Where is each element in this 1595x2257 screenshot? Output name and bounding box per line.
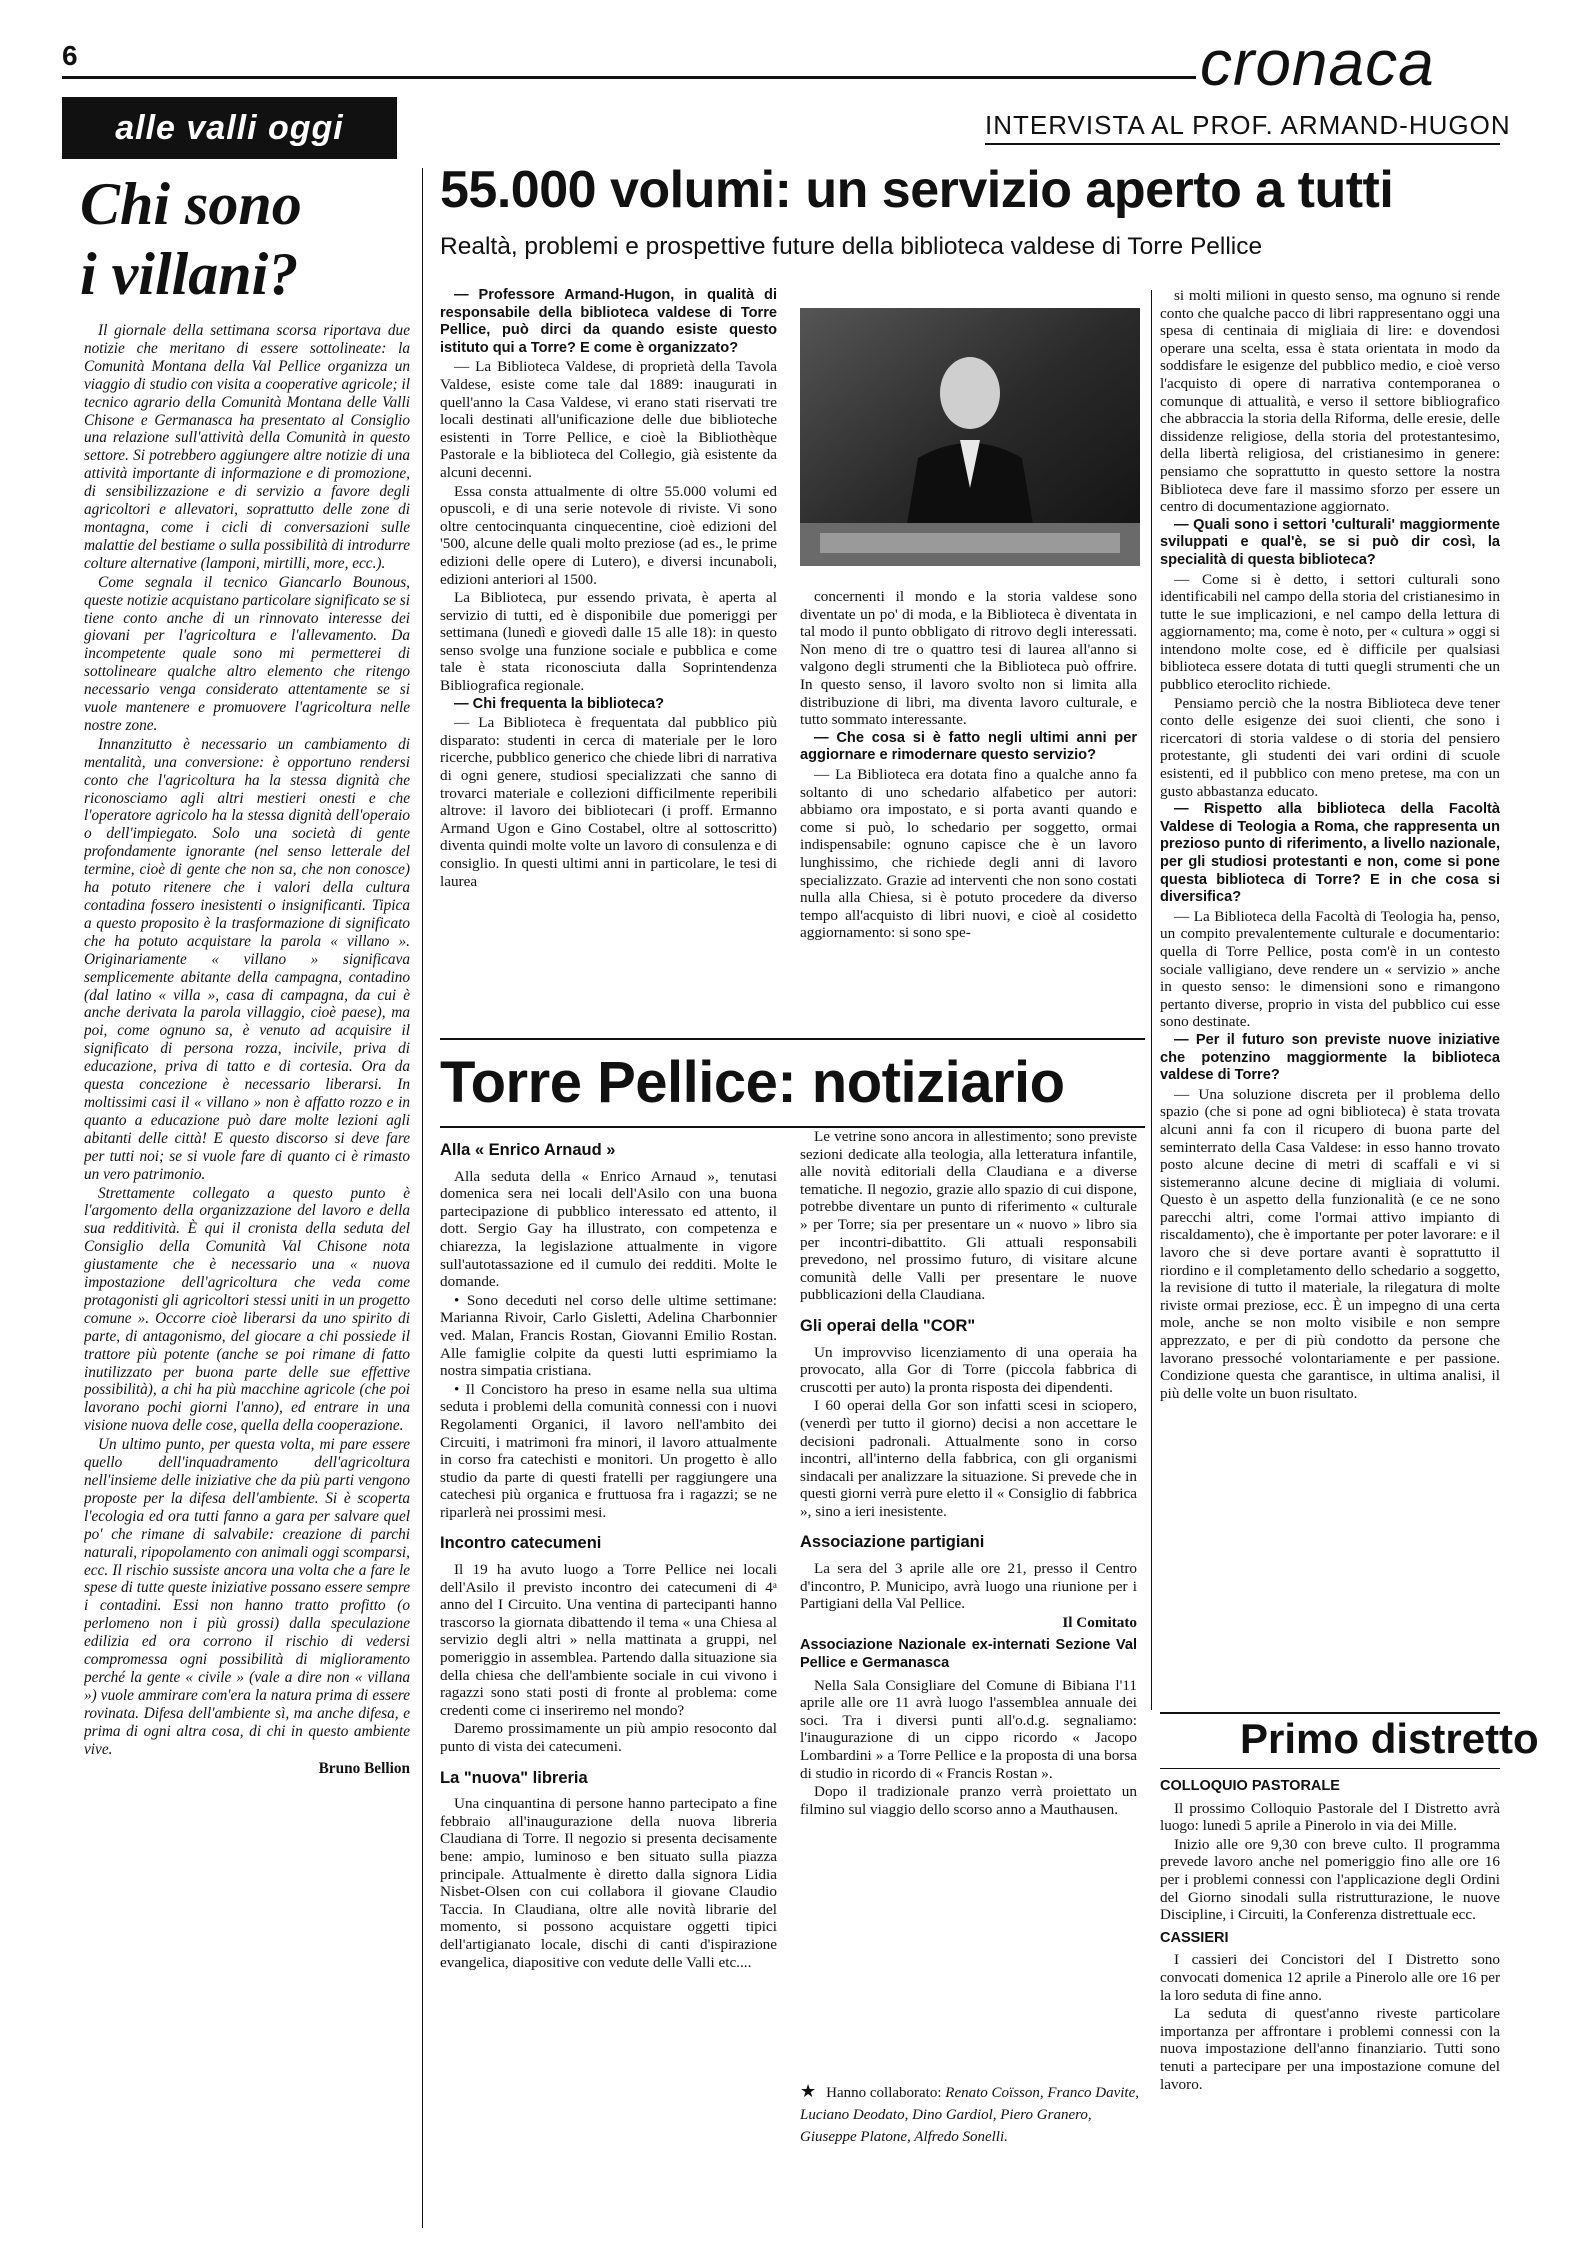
primo-content [1160,1778,1500,2093]
paragraph: I cassieri dei Concistori del I Distretto sono convocati domenica 12 aprile a Pinerolo alle ore 16 per la loro seduta di fine anno. [1160,1951,1500,2004]
interview-question: — Quali sono i settori 'culturali' maggiormente sviluppati e qual'è, se si può dir così, la specialità di questa biblioteca? [1160,516,1500,568]
paragraph: si molti milioni in questo senso, ma ognuno si rende conto che qualche pacco di libri rappresentano oggi una spesa di centinaia di migliaia di lire: e dovendosi operare una scelta, essa è stata orientata in modo da soddisfare le esigenze del pubblico medio, e cioè verso l'acquisto di opere di narrativa contemporanea o comunque di attualità, e verso il settore bibliografico che abbraccia la storia della Riforma, delle eresie, delle dissidenze religiose, della storia del protestantesimo, della libertà religiosa, del cristianesimo in genere: pensiamo che soprattutto in questo settore la nostra Biblioteca deve fare il massimo sforzo per essere un centro di documentazione aggiornato. [1160,287,1500,516]
subheading: Associazione Nazionale ex-internati Sezione Val Pellice e Germanasca [800,1637,1137,1672]
right-column-rule [1151,290,1152,1710]
credits-box [800,2080,1142,2230]
paragraph: Le vetrine sono ancora in allestimento; sono previste sezioni dedicate alla teologia, alla letteratura infantile, alle novità editoriali della Claudiana e a diverse tematiche. Il negozio, grazie allo spazio di cui dispone, potrebbe diventare un punto di riferimento « culturale » per Torre; sia per presentare un « nuovo » libro sia per incontri-dibattito. Gli attuali responsabili prevedono, nel prossimo futuro, di visitare alcune comunità delle Valli per presentare le nuove pubblicazioni della Claudiana. [800,1128,1137,1304]
star-icon: ★ [800,2081,817,2101]
kicker-rule [985,143,1500,145]
paragraph: La seduta di quest'anno riveste particolare importanza per affrontare i problemi connessi con la nuova impostazione dell'anno finanziario. Tutti sono tenuti a partecipare per una impostazione comune del lavoro. [1160,2005,1500,2093]
paragraph: Una cinquantina di persone hanno partecipato a fine febbraio all'inaugurazione della nuova libreria Claudiana di Torre. Il negozio si presenta decisamente bene: ampio, luminoso e ben situato sulla piazza principale. Attualmente è diretto dalla signora Lidia Nisbet-Olsen con cui collabora il giovane Claudio Taccia. In Claudiana, oltre alle novità librarie del momento, si possono acquistare oggetti tipici dell'artigianato locale, dischi di canti d'ispirazione evangelica, diapositive con vedute delle Valli etc.... [440,1795,777,1971]
paragraph: Daremo prossimamente un più ampio resoconto dal punto di vista dei catecumeni. [440,1720,777,1755]
paragraph: Pensiamo perciò che la nostra Biblioteca deve tener conto delle esigenze dei suoi clienti, che sono i ricercatori di storia valdese o di storia del pensiero protestante, gli studenti dei vari ordini di scuole esistenti, ed il pubblico con meno pretese, ma con un gusto abbastanza educato. [1160,694,1500,800]
notiziario-col-1 [440,1128,777,2228]
interview-question: — Rispetto alla biblioteca della Facoltà Valdese di Teologia a Roma, che rappresenta un prezioso punto di riferimento, a livello nazionale, per gli studiosi protestanti e non, come si pone questa biblioteca di Torre? E in che cosa si diversifica? [1160,801,1500,906]
subheading: Incontro catecumeni [440,1534,602,1553]
page-number: 6 [62,40,78,71]
left-paragraph: Il giornale della settimana scorsa riportava due notizie che meritano di essere sottolineate: la Comunità Montana della Val Pellice organizza un viaggio di studio con visita a cooperative agricole; il tecnico agrario della Comunità Montana delle Valli Chisone e Germanasca ha presentato al Consiglio una relazione sull'attività della Comunità in questo settore. Si potrebbero aggiungere altre notizie di una attività importante di informazione e di promozione, di sensibilizzazione e di servizio a favore degli agricoltori e allevatori, soprattutto delle zone di montagna, come i cicli di conversazioni sulle malattie del bestiame o sulla possibilità di introdurre colture alternative (lamponi, mirtilli, more, ecc.). [84,322,410,572]
paragraph: Un improvviso licenziamento di una operaia ha provocato, alla Gor di Torre (piccola fabbrica di cruscotti per auto) la pronta risposta dei dipendenti. [800,1343,1137,1396]
notiziario-col-2 [800,1128,1137,2068]
left-paragraph: Strettamente collegato a questo punto è l'argomento della organizzazione del lavoro e della sua redditività. È qui il cronista della seduta del Consiglio della Comunità Val Chisone nota giustamente che è necessario una « nuova impostazione dell'agricoltura che veda come protagonisti gli agricoltori stessi uniti in un progetto comune ». Occorre cioè liberarsi da uno spirito di parte, di antagonismo, del giocare a chi possiede il trattore più potente (anche se poi rimane di fatto inutilizzato per buona parte delle sue effettive possibilità), a chi ha più macchine agricole (che poi lavorano pochi giorni l'anno), ed entrare in una visione nuova delle cose, quella della cooperazione. [84,1184,410,1435]
paragraph: — La Biblioteca era dotata fino a qualche anno fa soltanto di uno schedario alfabetico per autori: abbiamo ora impostato, e si porta avanti quando e come si può, lo schedario per soggetto, ormai indispensabile: ognuno capisce che è un lavoro lunghissimo, che richiede degli anni di lavoro specializzato. Grazie ad interventi che non sono costati nulla alla Chiesa, si è potuto procedere da diverso tempo all'acquisto di libri nuovi, e cioè al cosidetto aggiornamento: si sono spe- [800,765,1137,942]
paragraph: Nella Sala Consigliare del Comune di Bibiana l'11 aprile alle ore 11 avrà luogo l'assemblea annuale dei soci. Tra i diversi punti all'o.d.g. segnaliamo: l'inaugurazione di un cippo ricordo « Jacopo Lombardini » a Torre Pellice e la proposta di una borsa di studio in ricordo di « Francis Rostan ». [800,1676,1137,1782]
portrait-photo-image [800,308,1140,566]
subheading: Associazione partigiani [800,1533,985,1552]
paragraph: • Il Concistoro ha preso in esame nella sua ultima seduta i problemi della comunità connessi con i nuovi Regolamenti Organici, il lavoro nell'ambito dei Circuiti, i matrimoni fra minori, il lavoro attualmente in corso fra catechisti e monitori. Un progetto è allo studio da parte di questi fratelli per raggiungere una catechesi più organica e fruttuosa fra i ragazzi; se ne riparlerà nei prossimi mesi. [440,1380,777,1521]
interview-question: — Per il futuro son previste nuove iniziative che potenzino maggiormente la biblioteca valdese di Torre? [1160,1031,1500,1084]
paragraph: Il 19 ha avuto luogo a Torre Pellice nei locali dell'Asilo il previsto incontro dei catecumeni di 4ᵃ anno del I Circuito. Una ventina di partecipanti hanno trascorso la giornata dibattendo il tema « una Chiesa al servizio degli altri » nella mattinata a gruppi, nel pomeriggio in assemblea. Partendo dalla situazione sia della chiesa che dell'ambiente sociale in cui vivono i ragazzi sono stati posti di fronte al problema: come credenti come ci inseriremo nel mondo? [440,1561,777,1719]
paragraph: concernenti il mondo e la storia valdese sono diventate un po' di moda, e la Biblioteca è diventata in tal modo il punto obbligato di ritrovo degli interessati. Non meno di tre o quattro tesi di laurea all'anno si valgono degli strumenti che la Biblioteca può offrire. In questo senso, il lavoro svolto non si limita alla distribuzione di libri, ma diventa lavoro culturale, e tutto sommato interessante. [800,588,1137,729]
paragraph: — Una soluzione discreta per il problema dello spazio (che si pone ad ogni biblioteca) è stata trovata alcuni anni fa con il ricupero di buona parte del seminterrato della Casa Valdese: in esso hanno trovato posto alcune decine di metri di scaffali e vi si sistemeranno alcune decine di migliaia di volumi. Questo è un aspetto della funzionalità (e ce ne sono parecchi altri, come l'ormai attivo impianto di riscaldamento), che è importante per poter lavorare: e il lavoro che si deve portare avanti è soprattutto il riordino e il completamento dello schedario a soggetto, la revisione di tutto il materiale, la rilegatura di molte riviste ormai preziose, ecc. È un impegno di una certa mole, anche se non molto visibile e non sempre apprezzato, e per di più condotto da persone che lavorano pressoché volontariamente e per passione. Condizione questa che garantisce, in ultima analisi, il più delle volte un buon risultato. [1160,1085,1500,1402]
paragraph: Alla seduta della « Enrico Arnaud », tenutasi domenica sera nei locali dell'Asilo con una buona partecipazione di pubblico interessato ed attento, il dott. Sergio Gay ha illustrato, con competenza e chiarezza, la legislazione attualmente in vigore sull'autotassazione ed il cumulo dei redditi. Molte le domande. [440,1167,777,1291]
paragraph: • Sono deceduti nel corso delle ultime settimane: Marianna Rivoir, Carlo Gisletti, Adelina Charbonnier ved. Malan, Francis Rostan, Giovanni Emilio Rostan. Alle famiglie colpite da questi lutti esprimiamo la nostra simpatia cristiana. [440,1291,777,1380]
paragraph: — La Biblioteca è frequentata dal pubblico più disparato: studenti in cerca di materiale per le loro ricerche, pubblico generico che chiede libri di narrativa di ogni genere, studiosi specializzati che sanno di trovarci materiale e collezioni difficilmente reperibili altrove: il lavoro dei bibliotecari (i proff. Ermanno Armand Ugon e Gino Costabel, oltre al sottoscritto) diventa quindi molte volte un lavoro di consulenza e di consiglio. In questi ultimi anni in particolare, le tesi di laurea [440,714,777,890]
paragraph: Essa consta attualmente di oltre 55.000 volumi ed opuscoli, e di una serie notevole di riviste. Vi sono oltre centocinquanta cinquecentine, cioè edizioni del '500, alcune delle quali molto preziose (ad es., le prime edizioni delle opere di Lutero), e diversi incunaboli, edizioni anteriori al 1500. [440,482,777,588]
primo-bottom-rule [1160,1768,1500,1769]
left-paragraph: Come segnala il tecnico Giancarlo Bounous, queste notizie acquistano particolare significato se si tiene conto anche di un rinnovato interesse dei giovani per l'agricoltura e l'allevamento. Da incompetente quale sono mi permetterei di sottolineare qualche altro elemento che ritengo necessario venga considerato attentamente se si vuole mantenere e promuovere l'agricoltura nelle nostre zone. [84,573,410,734]
rubric-label: alle valli oggi [115,108,344,147]
credits-label: Hanno collaborato: [826,2085,942,2101]
subheading: Alla « Enrico Arnaud » [440,1141,616,1159]
left-article-body [84,322,410,2232]
interview-question: — Che cosa si è fatto negli ultimi anni per aggiornare e rimodernare questo servizio? [800,729,1137,764]
main-col3-content [1160,287,1500,1402]
left-title-line2: i villani? [80,241,299,307]
paragraph: — La Biblioteca Valdese, di proprietà della Tavola Valdese, esiste come tale dal 1889: inaugurati in quell'anno la Casa Valdese, vi erano stati riservati tre locali destinati all'unificazione delle due biblioteche esistenti in Torre Pellice, e cioè la Bibliothèque Pastorale e la biblioteca del Collegio, già esistente da alcuni decenni. [440,358,777,481]
subheading: CASSIERI [1160,1929,1229,1946]
main-headline: 55.000 volumi: un servizio aperto a tutti [440,161,1394,219]
left-column-rule [422,168,423,2228]
paragraph: Inizio alle ore 9,30 con breve culto. Il programma prevede lavoro anche nel pomeriggio fino alle ore 16 per i problemi connessi con l'applicazione degli Ordini del Giorno sinodali sulla ristrutturazione, le nuove Discipline, i Circuiti, la Conferenza distrettuale ecc. [1160,1835,1500,1924]
main-col-3 [1160,287,1500,1712]
subheading: La "nuova" libreria [440,1768,588,1787]
notiziario-col2-content [800,1128,1137,1818]
paragraph: La sera del 3 aprile alle ore 21, presso il Centro d'incontro, P. Municipo, avrà luogo una riunione per i Partigiani della Val Pellice. [800,1560,1137,1613]
notiziario-top-rule [440,1038,1145,1040]
main-deck: Realtà, problemi e prospettive future della biblioteca valdese di Torre Pellice [440,233,1263,260]
main-col-2 [800,588,1137,1038]
notiziario-headline: Torre Pellice: notiziario [440,1050,1065,1115]
subheading: COLLOQUIO PASTORALE [1160,1778,1340,1794]
primo-body [1160,1772,1500,2232]
left-title-line1: Chi sono [80,171,302,237]
paragraph: La Biblioteca, pur essendo privata, è aperta al servizio di tutti, ed è disponibile due pomeriggi per settimana (lunedì e giovedì dalle 15 alle 18): in questo senso svolge una funzione sociale e pubblica e come tale è stata riconosciuta dalla Soprintendenza Bibliografica regionale. [440,589,777,695]
paragraph: I 60 operai della Gor son infatti scesi in sciopero, (venerdì per tutto il giorno) decisi a non accettare le decisioni padronali. Attualmente sono in corso incontri, all'interno della fabbrica, con gli organismi sindacali per analizzare la situazione. Si prevede che in questi giorni verrà pure eletto il « Consiglio di fabbrica », sino a ieri inesistente. [800,1397,1137,1520]
main-col2-content [800,588,1137,942]
credits-names: Renato Coïsson, Franco Davite, Luciano Deodato, Dino Gardiol, Piero Granero, Giuseppe Platone, Alfredo Sonelli. [800,2085,1140,2145]
rubric-box [62,97,397,159]
portrait-photo [800,308,1140,566]
paragraph: — La Biblioteca della Facoltà di Teologia ha, penso, un compito prevalentemente culturale e documentario: quella di Torre Pellice, posta com'è in un contesto sociale valligiano, deve rendere un « servizio » anche in questo senso: le dimensioni sono e rimangono pertanto diverse, proprio in vista del pubblico cui esse sono destinate. [1160,907,1500,1031]
left-paragraph: Un ultimo punto, per questa volta, mi pare essere quello dell'inquadramento dell'agricoltura nell'insieme delle iniziative che da più parti vengono proposte per la difesa dell'ambiente. Si è scoperta l'ecologia ed ora tutti fanno a gara per salvare quel po' che rimane di salvabile: creazione di parchi naturali, ripopolamento con animali oggi scomparsi, ecc. Il rischio sussiste ancora una volta che a fare le spese di tutte queste iniziative possano essere sempre i contadini. Essi non hanno tratto profitto (o perlomeno non i più grossi) dalla speculazione edilizia ed ora corrono il rischio di vedersi compromessa ogni possibilità di miglioramento perché la gente « civile » (vale a dire non « villana ») vuole ammirare com'era la natura prima di essere rovinata. Difesa dell'ambiente sì, ma anche difesa, e prima di ogni altra cosa, di chi in questo ambiente vive. [84,1436,410,1758]
header-rule [62,76,1196,79]
notiziario-col1-content [440,1142,777,1971]
interview-question: — Chi frequenta la biblioteca? [454,695,665,712]
left-signature: Bruno Bellion [318,1759,410,1777]
paragraph: Dopo il tradizionale pranzo verrà proiettato un filmino sul viaggio dello scorso anno a Mauthausen. [800,1783,1137,1818]
subheading: Gli operai della "COR" [800,1316,976,1335]
interview-question: — Professore Armand-Hugon, in qualità di responsabile della biblioteca valdese di Torre Pellice, può dirci da quando esiste questo istituto qui a Torre? E come è organizzato? [440,287,777,356]
paragraph: Il prossimo Colloquio Pastorale del I Distretto avrà luogo: lunedì 5 aprile a Pinerolo in via dei Mille. [1160,1799,1500,1835]
section-title: cronaca [1200,27,1435,99]
kicker: INTERVISTA AL PROF. ARMAND-HUGON [985,110,1511,140]
primo-headline: Primo distretto [1240,1715,1539,1762]
main-col1-content [440,287,777,890]
left-paragraph: Innanzitutto è necessario un cambiamento di mentalità, una conversione: è opportuno rendersi conto che l'agricoltura ha la stessa dignità che riconosciamo agli altri mestieri onesti e che l'operatore agricolo ha la stessa dignità dell'operaio o dell'impiegato. Solo una società di gente profondamente ignorante (nel senso letterale del termine, cioè di gente che non sa, che non conosce) ha potuto ritenere che i valori della cultura contadina fossero inesistenti o insignificanti. Tipica a questo proposito è la trasformazione di significato che ha potuto acquistare la parola « villano ». Originariamente « villano » significava semplicemente abitante della campagna, contadino (dal latino « villa », casa di campagna, da cui è anche derivata la parola villaggio, cioè paese), ma poi, come ognuno sa, è venuto ad acquisire il significato di persona rozza, incivile, priva di educazione, priva di tatto e di cortesia. Ora da questa concezione è necessario liberarsi. In moltissimi casi il « villano » non è affatto rozzo e in quanto a educazione può dare molte lezioni agli abitanti delle città! E questo discorso si deve fare per tutti noi; se si vuole fare di quanto ci è rimasto un vero patrimonio. [84,735,410,1183]
signature: Il Comitato [1062,1613,1137,1631]
paragraph: — Come si è detto, i settori culturali sono identificabili nel campo della storia del cristianesimo in tutte le sue implicazioni, e nel campo della lettura di aggiornamento; ma, come è noto, per « cultura » oggi si intendono molte cose, ed è difficile per qualsiasi biblioteca essere dotata di tutti quegli strumenti che un pubblico eteroclito richiede. [1160,570,1500,694]
main-col-1 [440,287,777,1035]
